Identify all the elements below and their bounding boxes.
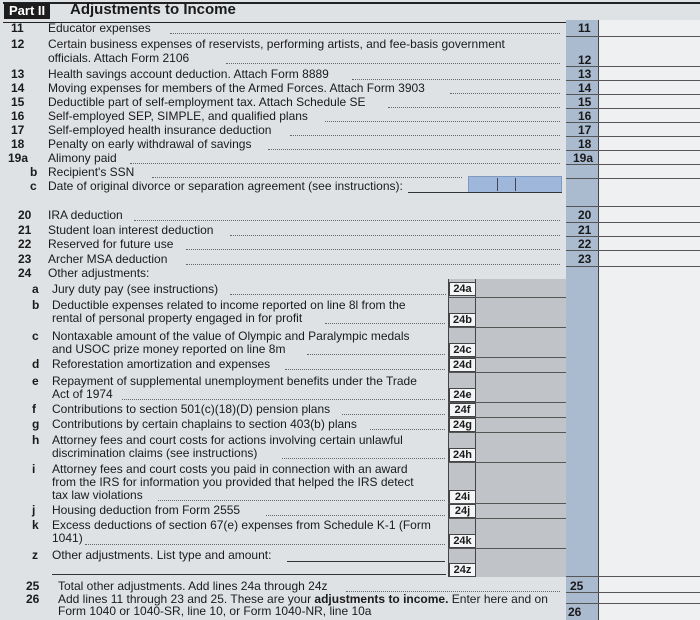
line-24-number: 24: [18, 266, 32, 280]
line-19b-number: b: [30, 165, 38, 179]
line-23-number: 23: [18, 252, 32, 266]
line-24-label: Other adjustments:: [48, 266, 150, 280]
part-title: Adjustments to Income: [70, 1, 236, 18]
line-18-label: Penalty on early withdrawal of savings: [48, 137, 252, 151]
box-12-label: 12: [578, 53, 592, 67]
line-26-number: 26: [26, 592, 40, 606]
line-24d-letter: d: [32, 357, 40, 371]
line-16-label: Self-employed SEP, SIMPLE, and qualified plans: [48, 109, 308, 123]
line-26-tail: Enter here and on: [451, 592, 548, 606]
line-14-number: 14: [11, 81, 25, 95]
line-24k-letter: k: [32, 518, 39, 532]
box-11-label: 11: [578, 21, 591, 35]
line-19c-label: Date of original divorce or separation agreement (see instructions):: [48, 179, 403, 193]
box-18-label: 18: [578, 137, 592, 151]
box-22-label: 22: [578, 237, 592, 251]
line-24j-letter: j: [32, 503, 36, 517]
line-24z-letter: z: [32, 548, 38, 562]
line-11-label: Educator expenses: [48, 21, 151, 35]
line-19a-label: Alimony paid: [48, 151, 117, 165]
line-26-label-cont: Form 1040 or 1040-SR, line 10, or Form 1040-NR, line 10a: [58, 604, 372, 618]
line-24k-label-cont: 1041): [52, 531, 83, 545]
box-15-label: 15: [578, 95, 592, 109]
box-17-label: 17: [578, 123, 592, 137]
line-24h-label: Attorney fees and court costs for actions involving certain unlawful: [52, 433, 403, 447]
box-24d-label: 24d: [449, 358, 476, 372]
line-19c-number: c: [30, 179, 37, 193]
box-24b-label: 24b: [449, 313, 476, 327]
box-24i-label: 24i: [449, 490, 476, 504]
line-24g-letter: g: [32, 417, 40, 431]
line-22-label: Reserved for future use: [48, 237, 174, 251]
line-24g-label: Contributions by certain chaplains to section 403(b) plans: [52, 417, 357, 431]
box-21-label: 21: [578, 223, 592, 237]
line-25-number: 25: [26, 579, 40, 593]
line-24b-label: Deductible expenses related to income reported on line 8l from the: [52, 298, 406, 312]
line-18-number: 18: [11, 137, 25, 151]
box-26-label: 26: [568, 605, 582, 619]
line-21-label: Student loan interest deduction: [48, 223, 214, 237]
line-24z-label: Other adjustments. List type and amount:: [52, 548, 272, 562]
box-24e-label: 24e: [449, 388, 476, 402]
box-24c-label: 24c: [449, 343, 476, 357]
line-24b-letter: b: [32, 298, 40, 312]
box-25-label: 25: [570, 579, 584, 593]
recipient-ssn-field[interactable]: [468, 176, 562, 193]
line-11-number: 11: [11, 21, 24, 35]
box-13-label: 13: [578, 67, 592, 81]
line-24i-label: Attorney fees and court costs you paid in connection with an award: [52, 462, 408, 476]
line-19b-label: Recipient's SSN: [48, 165, 135, 179]
box-24a-label: 24a: [449, 282, 476, 296]
line-24e-label-cont: Act of 1974: [52, 387, 113, 401]
line-24i-label-cont: from the IRS for information you provided that helped the IRS detect: [52, 475, 414, 489]
other-adjustments-field-2[interactable]: [52, 574, 446, 575]
line-22-number: 22: [18, 237, 32, 251]
line-24k-label: Excess deductions of section 67(e) expenses from Schedule K-1 (Form: [52, 518, 431, 532]
line-24d-label: Reforestation amortization and expenses: [52, 357, 271, 371]
line-12-number: 12: [11, 37, 25, 51]
line-24f-label: Contributions to section 501(c)(18)(D) pension plans: [52, 402, 331, 416]
line-24e-letter: e: [32, 374, 39, 388]
line-17-label: Self-employed health insurance deduction: [48, 123, 272, 137]
line-15-label: Deductible part of self-employment tax. Attach Schedule SE: [48, 95, 366, 109]
box-24j-label: 24j: [449, 504, 476, 518]
box-16-label: 16: [578, 109, 592, 123]
line-20-number: 20: [18, 208, 32, 222]
line-24e-label: Repayment of supplemental unemployment benefits under the Trade: [52, 374, 417, 388]
divorce-date-field[interactable]: [408, 192, 562, 193]
box-23-label: 23: [578, 252, 592, 266]
box-24f-label: 24f: [449, 403, 476, 417]
line-13-number: 13: [11, 67, 25, 81]
line-12-label-cont: officials. Attach Form 2106: [48, 51, 190, 65]
box-24z-label: 24z: [449, 563, 476, 577]
line-24i-letter: i: [32, 462, 36, 476]
line-24b-label-cont: rental of personal property engaged in for profit: [52, 311, 303, 325]
line-24c-letter: c: [32, 329, 39, 343]
line-20-label: IRA deduction: [48, 208, 123, 222]
line-19a-number: 19a: [8, 151, 29, 165]
box-24k-label: 24k: [449, 534, 476, 548]
line-26-text: Add lines 11 through 23 and 25. These are your: [58, 592, 312, 606]
line-24a-letter: a: [32, 282, 39, 296]
line-24a-label: Jury duty pay (see instructions): [52, 282, 219, 296]
part-badge: Part II: [4, 3, 50, 19]
line-24c-label: Nontaxable amount of the value of Olympic and Paralympic medals: [52, 329, 410, 343]
line-13-label: Health savings account deduction. Attach Form 8889: [48, 67, 329, 81]
line-23-label: Archer MSA deduction: [48, 252, 168, 266]
line-15-number: 15: [11, 95, 25, 109]
line-24i-label-cont2: tax law violations: [52, 488, 143, 502]
other-adjustments-field[interactable]: [287, 561, 445, 562]
line-24h-label-cont: discrimination claims (see instructions): [52, 446, 258, 460]
line-25-label: Total other adjustments. Add lines 24a through 24z: [58, 579, 328, 593]
line-24c-label-cont: and USOC prize money reported on line 8m: [52, 342, 286, 356]
box-24g-label: 24g: [449, 418, 476, 432]
line-17-number: 17: [11, 123, 25, 137]
line-14-label: Moving expenses for members of the Armed Forces. Attach Form 3903: [48, 81, 425, 95]
box-19a-label: 19a: [573, 151, 594, 165]
amount-column: [598, 20, 700, 620]
box-14-label: 14: [578, 81, 592, 95]
line-21-number: 21: [18, 223, 32, 237]
line-24h-letter: h: [32, 433, 40, 447]
line-16-number: 16: [11, 109, 25, 123]
box-24h-label: 24h: [449, 448, 476, 462]
line-24j-label: Housing deduction from Form 2555: [52, 503, 241, 517]
line-26-bold: adjustments to income.: [314, 592, 449, 606]
box-20-label: 20: [578, 208, 592, 222]
line-12-label: Certain business expenses of reservists, performing artists, and fee-basis government: [48, 37, 505, 51]
line-24f-letter: f: [32, 402, 36, 416]
